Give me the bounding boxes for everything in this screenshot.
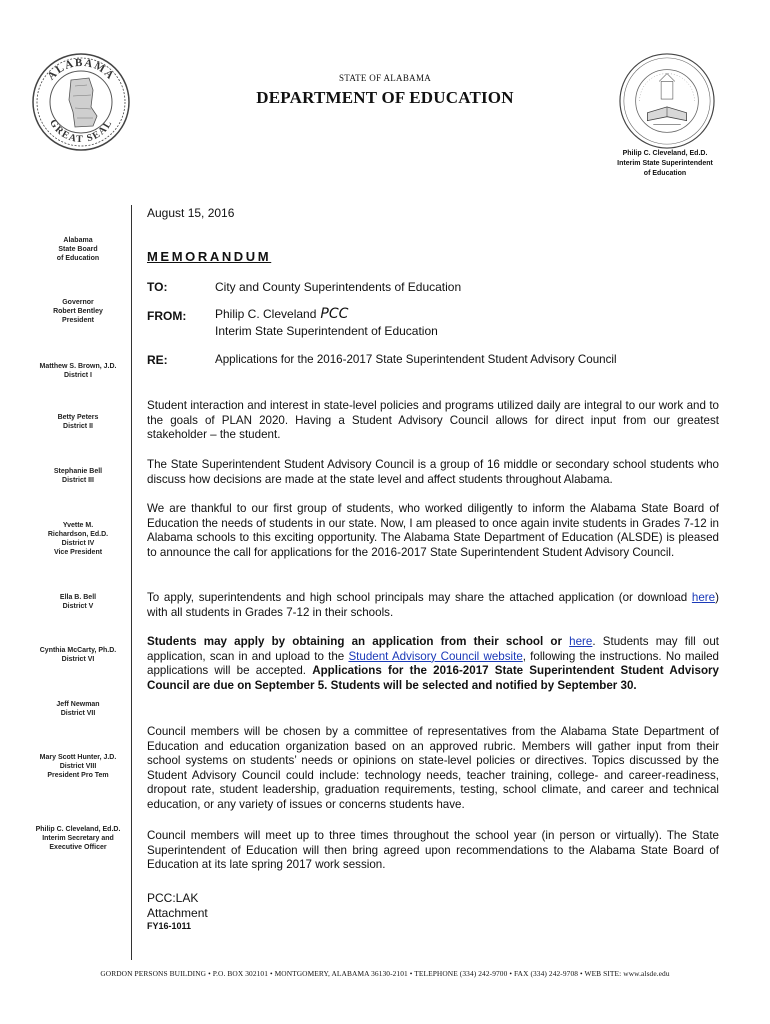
memo-date: August 15, 2016 [147, 206, 235, 220]
student-advisory-council-website-link[interactable]: Student Advisory Council website [348, 649, 523, 663]
board-name: Alabama State Board of Education [56, 237, 100, 262]
board-member: Ella B. Bell District V [59, 594, 97, 610]
board-member: Betty Peters District II [57, 414, 99, 430]
superintendent-title: Interim State Superintendent [617, 160, 713, 167]
paragraph-apply: To apply, superintendents and high school principals may share the attached application (or download here) with all students in Grades 7-12 in their schools. [147, 591, 719, 619]
department-heading: DEPARTMENT OF EDUCATION [256, 88, 514, 107]
to-label: TO: [147, 280, 168, 294]
board-member: Philip C. Cleveland, Ed.D. Interim Secretary and Executive Officer [35, 826, 121, 851]
application-here-link[interactable]: here [569, 635, 593, 648]
superintendent-name: Philip C. Cleveland, Ed.D. [622, 150, 708, 157]
board-member: Mary Scott Hunter, J.D. District VIII President Pro Tem [39, 754, 117, 779]
paragraph-council: The State Superintendent Student Advisory Council is a group of 16 middle or secondary school students who discuss how decisions are made at the state level and affect students throughout Alabama. [147, 458, 719, 486]
paragraph-selection: Council members will be chosen by a committee of representatives from the Alabama State Department of Education and education organization based on an approved rubric. Members will gather input from their school systems on students’ needs or opinions on state-level policies or directives. Topics discussed by the Student Advisory Council could include: technology needs, teacher training, college- and career-readiness, dropout rate, student leadership, graduation requirements, testing, school climate, and career and technical education, or any variety of issues or concerns students have. [147, 725, 719, 811]
download-here-link[interactable]: here [691, 591, 716, 604]
from-name: Philip C. Cleveland [215, 307, 317, 321]
closing-attachment: Attachment [147, 906, 208, 920]
paragraph-intro: Student interaction and interest in state-level policies and programs utilized daily are integral to our work and to the goals of PLAN 2020. Having a Student Advisory Council allows for direct input from our greatest stakeholder – the student. [147, 399, 719, 442]
re-label: RE: [147, 353, 168, 367]
from-label: FROM: [147, 309, 187, 323]
board-member: Governor Robert Bentley President [53, 299, 103, 324]
board-member: Matthew S. Brown, J.D. District I [39, 363, 117, 379]
from-title: Interim State Superintendent of Education [215, 324, 438, 338]
board-member: Jeff Newman District VII [56, 701, 100, 717]
state-heading: STATE OF ALABAMA [338, 73, 432, 83]
closing-initials: PCC:LAK [147, 891, 199, 905]
closing-reference: FY16-1011 [147, 921, 192, 931]
paragraph-students-apply: Students may apply by obtaining an application from their school or here. Students may fill out application, scan in and upload to the Student Advisory Council website, following the instructions. No mailed applications will be accepted. Applications for the 2016-2017 State Superintendent Student Advisory Council are due on September 5. Students will be selected and notified by September 30. [147, 635, 720, 692]
signature-initials: PCC [320, 306, 349, 322]
board-member: Cynthia McCarty, Ph.D. District VI [39, 647, 117, 663]
seal-top-text: ALABAMA [45, 56, 117, 83]
re-value: Applications for the 2016-2017 State Superintendent Student Advisory Council [215, 353, 617, 366]
superintendent-block [585, 149, 745, 179]
memo-title: MEMORANDUM [147, 249, 272, 264]
board-member: Stephanie Bell District III [53, 468, 103, 484]
footer-address: GORDON PERSONS BUILDING • P.O. BOX 302101 • MONTGOMERY, ALABAMA 36130-2101 • TELEPHONE (334) 242-9700 • FAX (334) 242-9708 • WEB SITE: www.alsde.edu [100, 969, 670, 978]
board-sidebar [0, 0, 130, 1024]
superintendent-of: of Education [643, 170, 687, 177]
from-value [215, 306, 348, 322]
paragraph-meetings: Council members will meet up to three times throughout the school year (in person or virtually). The State Superintendent of Education will then bring agreed upon recommendations to the Alabama State Board of Education at its late spring 2017 work session. [147, 829, 719, 872]
sidebar-divider [131, 205, 132, 960]
paragraph-thanks: We are thankful to our first group of students, who worked diligently to inform the Alabama State Board of Education the needs of students in our state. Now, I am pleased to once again invite students in Grades 7-12 in Alabama schools to this exciting opportunity. The Alabama State Department of Education (ALSDE) is pleased to announce the call for applications for the 2016-2017 State Superintendent Student Advisory Council. [147, 502, 719, 559]
to-value: City and County Superintendents of Education [215, 280, 462, 294]
seal-bottom-text: GREAT SEAL [47, 117, 115, 146]
board-member: Yvette M. Richardson, Ed.D. District IV Vice President [47, 522, 109, 556]
